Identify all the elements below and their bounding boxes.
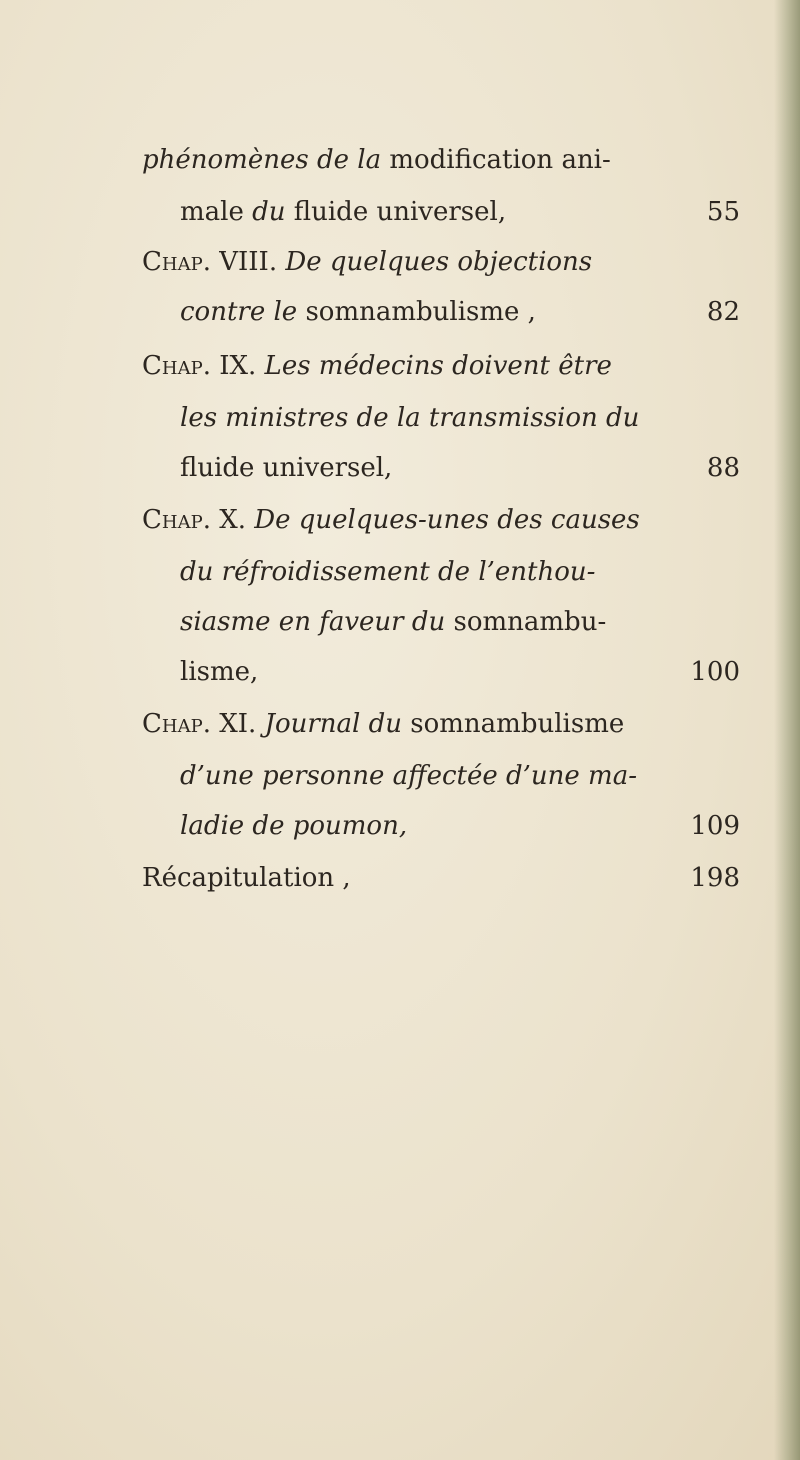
toc-entry-recap bbox=[0, 856, 800, 900]
chapter-label: Chap. bbox=[142, 709, 211, 739]
toc-text-italic: du réfroidissement de l’enthou- bbox=[180, 557, 596, 587]
toc-text: somnambulisme , bbox=[297, 297, 536, 327]
page-number: 55 bbox=[706, 197, 740, 227]
toc-line bbox=[0, 190, 800, 234]
page-number: 198 bbox=[690, 863, 740, 893]
toc-text: fluide universel, bbox=[285, 197, 507, 227]
chapter-number: XI. bbox=[210, 709, 265, 739]
chapter-number: IX. bbox=[210, 351, 265, 381]
toc-line bbox=[0, 550, 800, 594]
toc-text: male bbox=[180, 197, 253, 227]
chapter-label: Chap. bbox=[142, 505, 211, 535]
toc-text-italic: les ministres de la transmission du bbox=[180, 403, 640, 433]
toc-text-italic: phénomènes de la bbox=[142, 145, 382, 175]
toc-line bbox=[0, 754, 800, 798]
recap-label: Récapitulation , bbox=[142, 863, 351, 893]
toc-text: lisme, bbox=[180, 657, 259, 687]
toc-entry-chap-11 bbox=[0, 702, 800, 746]
toc-text-italic: d’une personne affectée d’une ma- bbox=[180, 761, 637, 791]
toc-entry-chap-10 bbox=[0, 498, 800, 542]
page-number: 100 bbox=[690, 657, 740, 687]
page-number: 88 bbox=[706, 453, 740, 483]
chapter-title: Journal du bbox=[264, 709, 403, 739]
toc-line bbox=[0, 396, 800, 440]
toc-text: somnambu- bbox=[445, 607, 607, 637]
page-number: 109 bbox=[690, 811, 740, 841]
chapter-label: Chap. bbox=[142, 247, 211, 277]
toc-line bbox=[0, 804, 800, 848]
chapter-label: Chap. bbox=[142, 351, 211, 381]
toc-line bbox=[0, 650, 800, 694]
toc-line bbox=[0, 446, 800, 490]
toc-line bbox=[0, 138, 800, 182]
chapter-number: VIII. bbox=[210, 247, 286, 277]
toc-text-italic: siasme en faveur du bbox=[180, 607, 446, 637]
chapter-title: De quelques objections bbox=[285, 247, 593, 277]
toc-line bbox=[0, 600, 800, 644]
chapter-title: Les médecins doivent être bbox=[264, 351, 612, 381]
chapter-number: X. bbox=[210, 505, 255, 535]
toc-text-italic: contre le bbox=[180, 297, 298, 327]
page-number: 82 bbox=[706, 297, 740, 327]
toc-text-italic: du bbox=[252, 197, 286, 227]
chapter-title: De quelques-unes des causes bbox=[254, 505, 640, 535]
toc-text: fluide universel, bbox=[180, 453, 393, 483]
toc-entry-chap-9 bbox=[0, 344, 800, 388]
toc-text-italic: ladie de poumon, bbox=[180, 811, 408, 841]
toc-entry-chap-8 bbox=[0, 240, 800, 284]
toc-text: somnambulisme bbox=[402, 709, 625, 739]
toc-text: modification ani- bbox=[381, 145, 611, 175]
toc-line bbox=[0, 290, 800, 334]
